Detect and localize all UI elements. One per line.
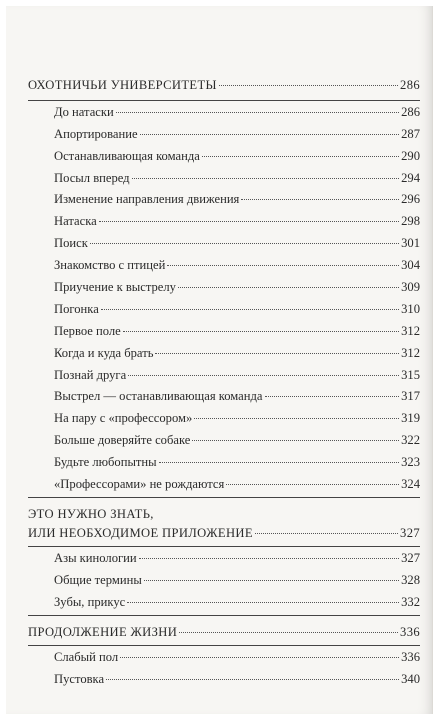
entry-title: Посыл вперед <box>54 170 130 185</box>
entry-title: На пару с «профессором» <box>54 411 193 426</box>
page-number: 290 <box>401 148 420 163</box>
toc-entry <box>28 280 420 295</box>
toc-entry <box>28 368 420 383</box>
entry-title: Натаска <box>54 214 97 229</box>
page-number: 301 <box>401 236 420 251</box>
page-number: 287 <box>401 126 420 141</box>
entry-title: Будьте любопытны <box>54 455 157 470</box>
entry-title: Апортирование <box>54 126 138 141</box>
toc-section <box>28 507 420 616</box>
toc-entry <box>28 551 420 566</box>
dot-leader <box>179 632 398 633</box>
toc-entry <box>28 324 420 339</box>
dot-leader <box>219 85 398 86</box>
toc-section-heading <box>28 526 420 541</box>
toc-entry <box>28 346 420 361</box>
page-number: 286 <box>401 104 420 119</box>
toc-entry <box>28 433 420 448</box>
toc-entry <box>28 127 420 142</box>
toc-entry <box>28 573 420 588</box>
toc-entry <box>28 105 420 120</box>
toc-section <box>28 625 420 687</box>
page-number: 296 <box>401 192 420 207</box>
dot-leader <box>202 156 399 157</box>
entry-title: Приучение к выстрелу <box>54 280 176 295</box>
entry-title: До натаски <box>54 104 114 119</box>
dot-leader <box>127 602 399 603</box>
page-number: 298 <box>401 214 420 229</box>
dot-leader <box>140 134 400 135</box>
toc-entry <box>28 192 420 207</box>
page-number: 324 <box>401 477 420 492</box>
entry-title: Общие термины <box>54 572 142 587</box>
page-number: 332 <box>401 594 420 609</box>
table-of-contents <box>28 78 420 687</box>
page-number: 315 <box>401 367 420 382</box>
page-number: 317 <box>401 389 420 404</box>
entry-title: Зубы, прикус <box>54 594 126 609</box>
dot-leader <box>139 558 399 559</box>
dot-leader <box>90 243 399 244</box>
dot-leader <box>255 533 398 534</box>
toc-entry <box>28 650 420 665</box>
dot-leader <box>155 353 399 354</box>
page-number: 327 <box>400 526 420 541</box>
page-number: 322 <box>401 433 420 448</box>
dot-leader <box>226 484 399 485</box>
toc-entry <box>28 302 420 317</box>
entry-title: Слабый пол <box>54 649 119 664</box>
dot-leader <box>178 287 399 288</box>
entry-title: Поиск <box>54 236 88 251</box>
section-title: ОХОТНИЧЬИ УНИВЕРСИТЕТЫ <box>28 78 217 92</box>
entry-title: Азы кинологии <box>54 551 137 566</box>
page-number: 327 <box>401 551 420 566</box>
dot-leader <box>144 580 399 581</box>
dot-leader <box>194 418 399 419</box>
toc-entry <box>28 595 420 610</box>
page-number: 294 <box>401 170 420 185</box>
dot-leader <box>101 309 399 310</box>
toc-entry <box>28 149 420 164</box>
page-number: 312 <box>401 345 420 360</box>
entry-title: Изменение направления движения <box>54 192 240 207</box>
section-title-line-1: ЭТО НУЖНО ЗНАТЬ, <box>28 507 154 522</box>
dot-leader <box>123 331 399 332</box>
page-number: 304 <box>401 258 420 273</box>
dot-leader <box>132 178 400 179</box>
toc-entry <box>28 214 420 229</box>
entry-title: Знакомство с птицей <box>54 258 166 273</box>
dot-leader <box>106 679 399 680</box>
entry-title: Первое поле <box>54 323 121 338</box>
page-number: 323 <box>401 455 420 470</box>
dot-leader <box>120 657 399 658</box>
dot-leader <box>167 265 399 266</box>
entry-title: «Профессорами» не рождаются <box>54 477 225 492</box>
entry-title: Когда и куда брать <box>54 345 154 360</box>
section-title-line-2: ИЛИ НЕОБХОДИМОЕ ПРИЛОЖЕНИЕ <box>28 526 253 541</box>
toc-entry <box>28 236 420 251</box>
dot-leader <box>99 221 399 222</box>
entry-title: Погонка <box>54 301 99 316</box>
dot-leader <box>192 440 399 441</box>
page-number: 336 <box>401 649 420 664</box>
page-number: 286 <box>400 78 420 92</box>
book-page <box>6 6 433 714</box>
page-number: 310 <box>401 301 420 316</box>
toc-entry <box>28 389 420 404</box>
page-number: 336 <box>400 624 420 639</box>
toc-entry <box>28 455 420 470</box>
toc-section-heading <box>28 78 420 93</box>
entry-title: Останавливающая команда <box>54 148 200 163</box>
dot-leader <box>128 375 399 376</box>
toc-entry <box>28 672 420 687</box>
page-number: 328 <box>401 572 420 587</box>
toc-section <box>28 78 420 498</box>
dot-leader <box>159 462 399 463</box>
toc-entry <box>28 411 420 426</box>
entry-title: Пустовка <box>54 671 105 686</box>
page-number: 319 <box>401 411 420 426</box>
entry-title: Больше доверяйте собаке <box>54 433 191 448</box>
toc-entry <box>28 258 420 273</box>
toc-entry <box>28 477 420 492</box>
page-number: 309 <box>401 280 420 295</box>
toc-entry <box>28 171 420 186</box>
dot-leader <box>116 112 399 113</box>
page-number: 312 <box>401 323 420 338</box>
entry-title: Познай друга <box>54 367 127 382</box>
dot-leader <box>241 199 399 200</box>
dot-leader <box>265 396 400 397</box>
toc-section-heading <box>28 625 420 640</box>
page-number: 340 <box>401 671 420 686</box>
section-title: ПРОДОЛЖЕНИЕ ЖИЗНИ <box>28 624 178 639</box>
entry-title: Выстрел — останавливающая команда <box>54 389 263 404</box>
